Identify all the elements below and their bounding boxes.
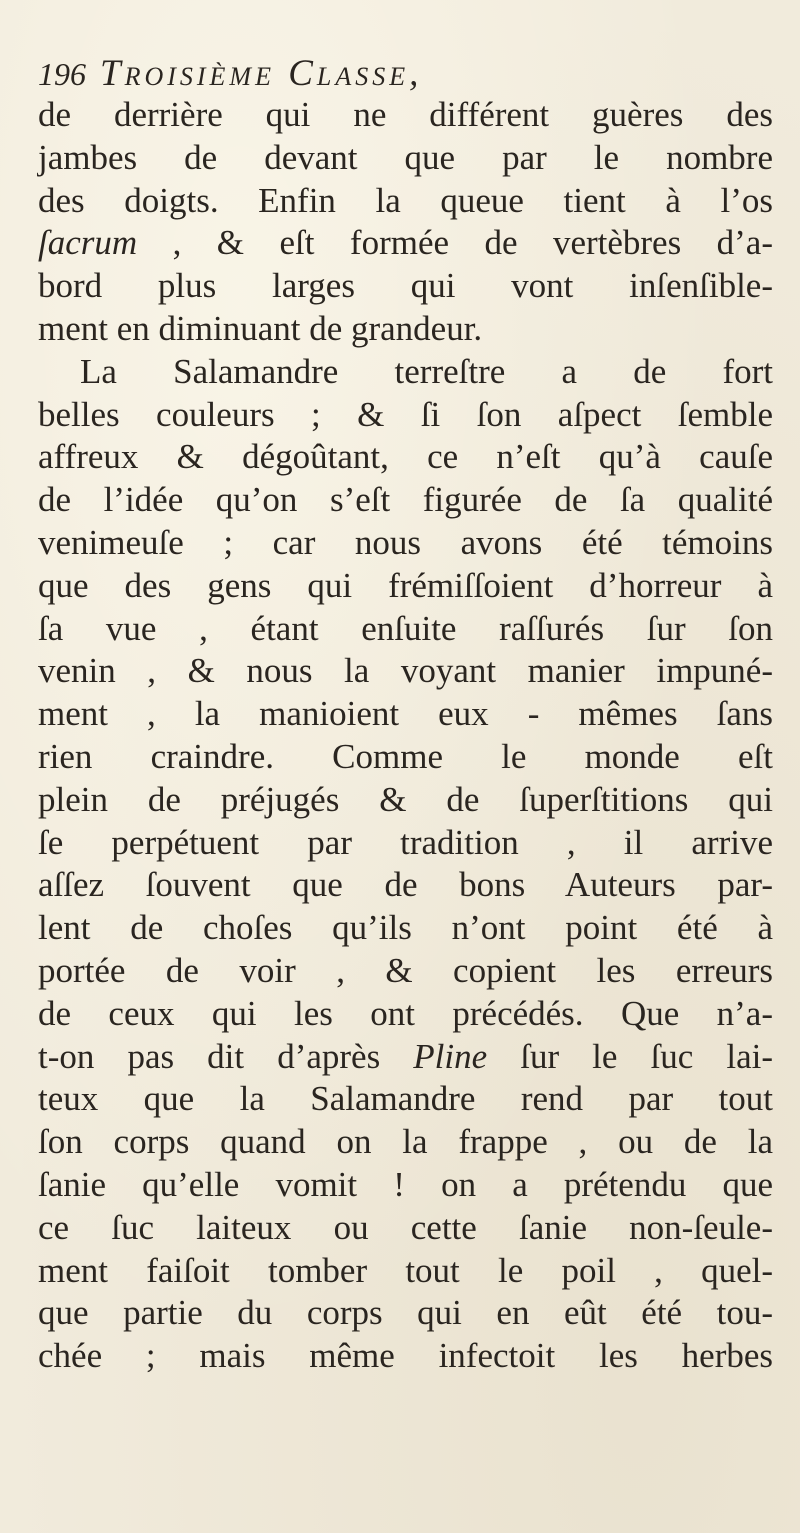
text-line: ſanie qu’elle vomit ! on a prétendu que [38,1164,773,1204]
text-line: ſe perpétuent par tradition , il arrive [38,822,773,862]
text-line: ſon corps quand on la frappe , ou de la [38,1122,773,1162]
text-line: t-on pas dit d’après Pline ſur le ſuc lai- [38,1036,773,1076]
italic-word: Pline [413,1036,488,1076]
text-line: des doigts. Enfin la queue tient à l’os [38,180,773,220]
text-line: ſa vue , étant enſuite raſſurés ſur ſon [38,608,773,648]
text-line: que des gens qui frémiſſoient d’horreur à [38,565,773,605]
text-line: plein de préjugés & de ſuperſtitions qui [38,779,773,819]
text-line: venin , & nous la voyant manier impuné- [38,651,773,691]
page-number: 196 [38,56,86,92]
text-line: affreux & dégoûtant, ce n’eſt qu’à cauſe [38,437,773,477]
text-line: ment en diminuant de grandeur. [38,308,483,348]
text-line: belles couleurs ; & ſi ſon aſpect ſemble [38,394,773,434]
text-line: bord plus larges qui vont inſenſible- [38,266,773,306]
text-line: que partie du corps qui en eût été tou- [38,1293,773,1333]
text-line: ment , la manioient eux - mêmes ſans [38,694,773,734]
paragraph-first-line: La Salamandre terreſtre a de fort [80,351,773,391]
text-line: chée ; mais même infectoit les herbes [38,1336,773,1376]
text-line: teux que la Salamandre rend par tout [38,1079,773,1119]
text-line: ſacrum , & eſt formée de vertèbres d’a- [38,223,773,263]
text-line: rien craindre. Comme le monde eſt [38,736,773,776]
text-line: de derrière qui ne différent guères des [38,95,773,134]
text-line: jambes de devant que par le nombre [38,137,773,177]
italic-word: ſacrum [38,223,138,263]
text-line: portée de voir , & copient les erreurs [38,950,773,990]
text-line: de l’idée qu’on s’eſt figurée de ſa qualité [38,480,773,520]
text-line: lent de choſes qu’ils n’ont point été à [38,908,773,948]
text-line: venimeuſe ; car nous avons été témoins [38,522,773,562]
page-header [38,48,768,100]
text-line: ment faiſoit tomber tout le poil , quel- [38,1250,773,1290]
text-line: ce ſuc laiteux ou cette ſanie non-ſeule- [38,1207,773,1247]
body-text [38,94,773,1378]
text-line: de ceux qui les ont précédés. Que n’a- [38,993,773,1033]
text-line: aſſez ſouvent que de bons Auteurs par- [38,865,773,905]
running-head: Troisième Classe, [100,53,423,94]
